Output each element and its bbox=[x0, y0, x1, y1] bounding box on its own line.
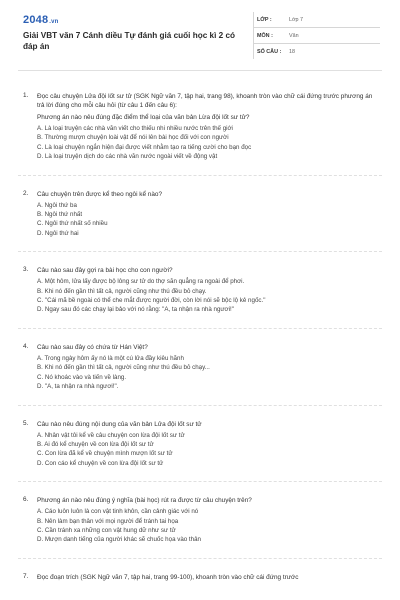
question-separator bbox=[18, 481, 382, 482]
document-title: Giải VBT văn 7 Cánh diều Tự đánh giá cuối học kì 2 có đáp án bbox=[23, 31, 236, 51]
answer-option[interactable]: C. Nó khoác vào và tiến về làng. bbox=[37, 373, 127, 381]
answer-option[interactable]: D. Ngôi thứ hai bbox=[37, 229, 79, 237]
answer-option[interactable]: B. Khi nó đến gần thì tất cả, người cũng như thú đều bỏ chạy... bbox=[37, 364, 210, 372]
question-number: 7. bbox=[23, 572, 29, 580]
answer-option[interactable]: C. Cần tránh xa những con vật hung dữ như sư tử bbox=[37, 526, 176, 534]
answer-options bbox=[37, 354, 378, 392]
meta-value: 18 bbox=[289, 48, 295, 55]
logo-suffix: .vn bbox=[49, 19, 59, 25]
question-separator bbox=[18, 405, 382, 406]
answer-option[interactable]: A. Cáo luôn luôn là con vật tinh khôn, cần cảnh giác với nó bbox=[37, 508, 199, 516]
answer-option[interactable]: B. Thường mượn chuyện loài vật để nói lên bài học đối với con người bbox=[37, 134, 229, 142]
answer-option[interactable]: C. Ngôi thứ nhất số nhiều bbox=[37, 220, 108, 228]
document-meta bbox=[253, 12, 380, 59]
answer-option[interactable]: A. Ngôi thứ ba bbox=[37, 201, 77, 209]
answer-option[interactable]: C. "Cái mã bề ngoài có thể che mắt được người đời, còn lời nói sẽ bộc lộ kẻ ngốc." bbox=[37, 297, 266, 305]
question-number: 6. bbox=[23, 496, 29, 504]
question-text: Câu nào sau đây có chứa từ Hán Việt? bbox=[37, 343, 148, 351]
answer-option[interactable]: B. Ngôi thứ nhất bbox=[37, 211, 83, 219]
question-number: 5. bbox=[23, 419, 29, 427]
answer-option[interactable]: B. Nên làm bạn thân với mọi người để tránh tai họa bbox=[37, 517, 179, 525]
question-item bbox=[0, 266, 400, 315]
answer-options bbox=[37, 431, 378, 469]
question-text: Câu nào nêu đúng nội dung của văn bản Lửa đội lốt sư tử bbox=[37, 420, 202, 428]
answer-option[interactable]: D. Ngay sau đó các chạy lại bảo với nó rằng: "A, ta nhận ra nhà ngươi!" bbox=[37, 306, 234, 314]
meta-value: Văn bbox=[289, 32, 299, 39]
meta-row-question-count bbox=[254, 44, 380, 59]
answer-option[interactable]: A. Trong ngày hôm ấy nó là một cú lửa đầy kiêu hãnh bbox=[37, 354, 184, 362]
answer-option[interactable]: A. Nhân vật tôi kể về câu chuyện con lừa đội lốt sư tử bbox=[37, 431, 185, 439]
question-separator bbox=[18, 251, 382, 252]
answer-option[interactable]: A. Một hôm, lửa lấy được bộ lông sư tử do thợ săn quẳng ra ngoài để phơi. bbox=[37, 278, 245, 286]
question-item bbox=[0, 573, 400, 582]
question-number: 2. bbox=[23, 189, 29, 197]
answer-option[interactable]: B. Khi nó đến gần thì tất cả, người cũng như thú đều bỏ chạy. bbox=[37, 287, 207, 295]
question-list bbox=[0, 78, 400, 582]
answer-options bbox=[37, 201, 378, 239]
meta-label: LỚP : bbox=[257, 16, 272, 23]
meta-row-class bbox=[254, 12, 380, 28]
question-text: Câu chuyện trên được kể theo ngôi kể nào? bbox=[37, 190, 163, 198]
answer-option[interactable]: C. Con lừa đã kể về chuyện mình mượn lốt sư tử bbox=[37, 450, 173, 458]
answer-option[interactable]: C. Là loại chuyện ngắn hiện đại được viết nhằm tạo ra tiếng cười cho bạn đọc bbox=[37, 143, 252, 151]
answer-option[interactable]: B. Ai đó kể chuyện về con lừa đội lốt sư tử bbox=[37, 440, 154, 448]
meta-row-subject bbox=[254, 28, 380, 44]
question-prompt: Phương án nào nêu đúng đặc điểm thể loại của văn bản Lừa đội lốt sư tử? bbox=[37, 114, 250, 121]
question-item bbox=[0, 92, 400, 162]
question-text: Đọc câu chuyện Lửa đội lốt sư tử (SGK Ngữ văn 7, tập hai, trang 98), khoanh tròn vào chữ cái đứng trước phương án trả lời đúng cho mỗi câu hỏi (từ câu 1 đến câu 6): bbox=[37, 93, 373, 109]
question-item bbox=[0, 343, 400, 392]
question-number: 4. bbox=[23, 342, 29, 350]
question-text: Đọc đoạn trích (SGK Ngữ văn 7, tập hai, trang 99-100), khoanh tròn vào chữ cái đứng trước bbox=[37, 573, 299, 581]
answer-option[interactable]: A. Là loại truyện các nhà văn viết cho thiếu nhi nhiều nước trên thế giới bbox=[37, 125, 233, 132]
meta-label: MÔN : bbox=[257, 32, 273, 39]
question-separator bbox=[18, 558, 382, 559]
answer-option[interactable]: D. Mượn danh tiếng của người khác sẽ chuốc họa vào thân bbox=[37, 536, 201, 544]
answer-options bbox=[37, 277, 378, 315]
site-logo[interactable] bbox=[23, 14, 59, 26]
question-separator bbox=[18, 328, 382, 329]
question-text: Phương án nào nêu đúng ý nghĩa (bài học) rút ra được từ câu chuyện trên? bbox=[37, 497, 252, 505]
question-number: 3. bbox=[23, 266, 29, 274]
question-item bbox=[0, 420, 400, 469]
question-item bbox=[0, 190, 400, 239]
answer-option[interactable]: D. "A, ta nhận ra nhà ngươi!". bbox=[37, 383, 119, 391]
meta-value: Lớp 7 bbox=[289, 16, 304, 23]
question-separator bbox=[18, 175, 382, 176]
answer-option[interactable]: D. Là loại truyện dịch do các nhà văn nước ngoài viết về động vật bbox=[37, 153, 218, 161]
question-item bbox=[0, 496, 400, 545]
question-number: 1. bbox=[23, 92, 29, 99]
question-text: Câu nào sau đây gợi ra bài học cho con người? bbox=[37, 267, 173, 275]
header-divider bbox=[18, 70, 382, 71]
answer-option[interactable]: D. Con cáo kể chuyện về con lừa đội lốt sư tử bbox=[37, 459, 164, 467]
meta-label: SỐ CÂU : bbox=[257, 48, 282, 55]
logo-text: 2048 bbox=[23, 14, 49, 26]
answer-options bbox=[37, 507, 378, 545]
answer-options bbox=[37, 124, 378, 162]
document-header bbox=[0, 0, 400, 62]
